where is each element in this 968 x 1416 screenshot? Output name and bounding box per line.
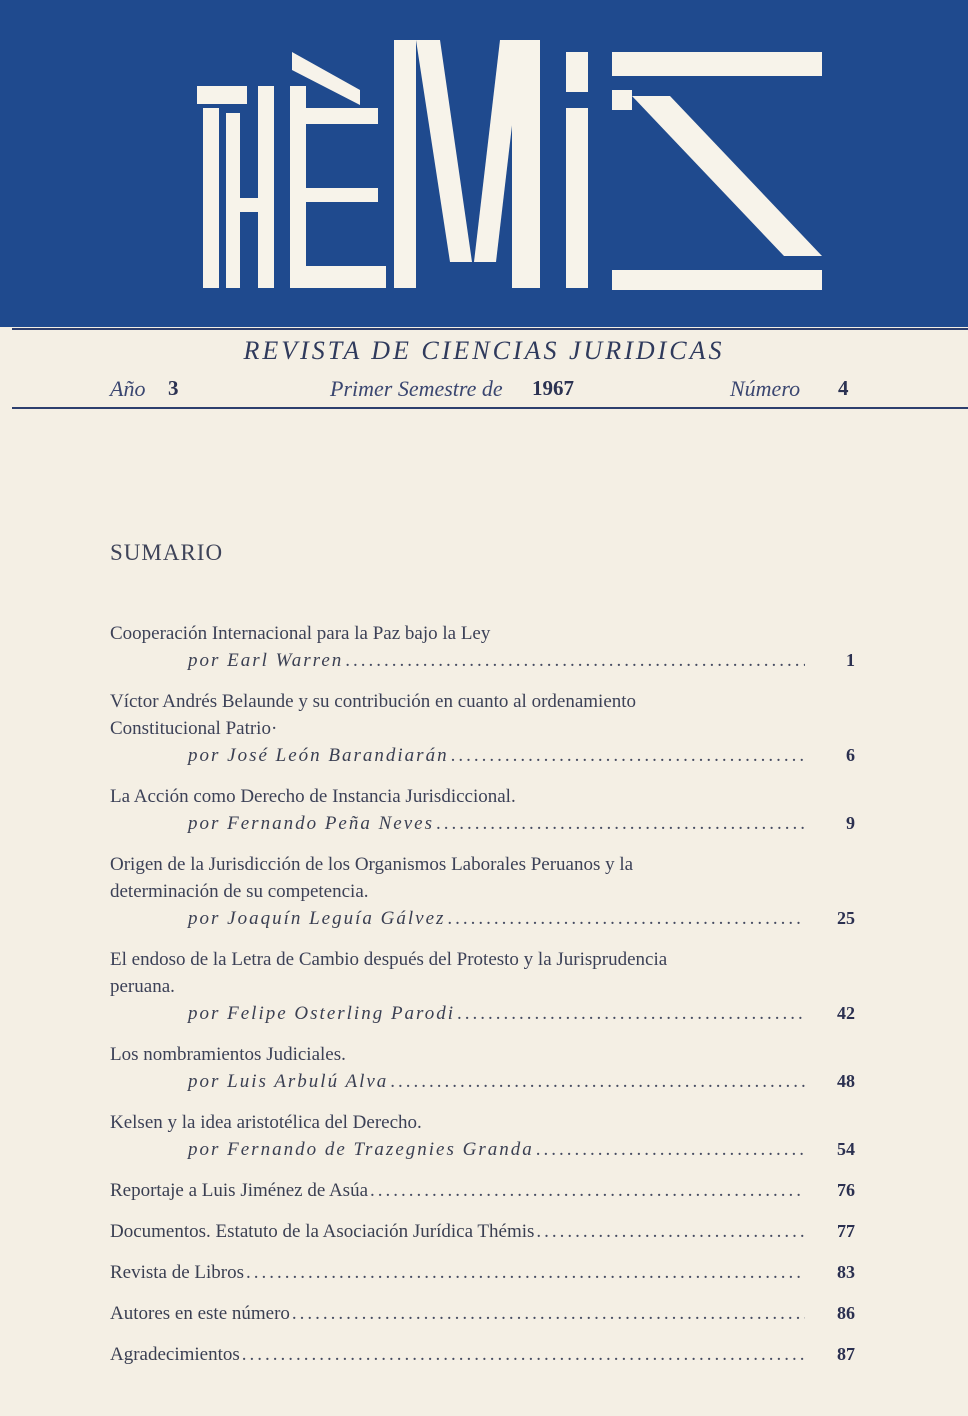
toc-entry-title-cont: peruana. xyxy=(110,976,175,997)
toc-entry-author: por Felipe Osterling Parodi xyxy=(188,1003,456,1024)
toc-entry xyxy=(110,1041,855,1095)
toc-entry-page: 48 xyxy=(837,1071,855,1091)
table-of-contents xyxy=(110,620,855,1382)
toc-entry xyxy=(110,1259,855,1286)
period-year: 1967 xyxy=(532,376,574,400)
toc-entry-page: 83 xyxy=(837,1262,855,1282)
toc-entry-author: por Fernando Peña Neves xyxy=(188,813,434,834)
toc-entry-title: Documentos. Estatuto de la Asociación Jurídica Thémis xyxy=(110,1221,535,1242)
toc-entry-title: Autores en este número xyxy=(110,1303,290,1324)
toc-entry-author: por Earl Warren xyxy=(188,650,344,671)
toc-entry xyxy=(110,946,855,1027)
toc-entry-title: Cooperación Internacional para la Paz bajo la Ley xyxy=(110,623,491,644)
toc-entry-title: Agradecimientos xyxy=(110,1344,240,1365)
bottom-rule xyxy=(12,407,968,409)
toc-entry xyxy=(110,851,855,932)
toc-entry-page: 86 xyxy=(837,1303,855,1323)
toc-entry-author: por José León Barandiarán xyxy=(188,745,449,766)
toc-entry-page: 54 xyxy=(837,1139,855,1159)
journal-subtitle: REVISTA DE CIENCIAS JURIDICAS xyxy=(243,336,725,365)
toc-entry xyxy=(110,1341,855,1368)
toc-entry xyxy=(110,1177,855,1204)
toc-entry-title-cont: determinación de su competencia. xyxy=(110,881,369,902)
toc-entry-title: Víctor Andrés Belaunde y su contribución en cuanto al ordenamiento xyxy=(110,691,637,712)
toc-entry-page: 42 xyxy=(837,1003,855,1023)
toc-entry-page: 1 xyxy=(846,650,855,670)
toc-entry-title: Reportaje a Luis Jiménez de Asúa xyxy=(110,1180,369,1201)
toc-entry-page: 77 xyxy=(837,1221,855,1241)
toc-entry-author: por Luis Arbulú Alva xyxy=(188,1071,389,1092)
period-label: Primer Semestre de xyxy=(330,376,503,401)
toc-entry xyxy=(110,620,855,674)
toc-entry-title: Kelsen y la idea aristotélica del Derecho. xyxy=(110,1112,422,1133)
toc-entry-page: 6 xyxy=(846,745,855,765)
toc-entry-page: 87 xyxy=(837,1344,855,1364)
issue-info-row xyxy=(0,372,968,406)
toc-entry-title: La Acción como Derecho de Instancia Jurisdiccional. xyxy=(110,786,516,807)
toc-entry xyxy=(110,1300,855,1327)
year-value: 3 xyxy=(168,376,179,400)
toc-entry-page: 76 xyxy=(837,1180,855,1200)
year-label: Año xyxy=(110,376,146,401)
sumario-heading: SUMARIO xyxy=(110,540,224,565)
toc-entry xyxy=(110,1109,855,1163)
toc-entry-title: Origen de la Jurisdicción de los Organismos Laborales Peruanos y la xyxy=(110,854,634,875)
toc-entry xyxy=(110,688,855,769)
toc-entry-title-cont: Constitucional Patrio· xyxy=(110,718,278,739)
number-label: Número xyxy=(730,376,801,401)
toc-entry-page: 25 xyxy=(837,908,855,928)
number-value: 4 xyxy=(838,376,849,400)
toc-entry-title: El endoso de la Letra de Cambio después del Protesto y la Jurisprudencia xyxy=(110,949,668,970)
toc-entry-author: por Fernando de Trazegnies Granda xyxy=(188,1139,534,1160)
top-rule xyxy=(12,328,968,330)
toc-entry-title: Los nombramientos Judiciales. xyxy=(110,1044,346,1065)
toc-entry-page: 9 xyxy=(846,813,855,833)
themis-logo xyxy=(0,0,968,327)
toc-entry xyxy=(110,783,855,837)
toc-entry-title: Revista de Libros xyxy=(110,1262,245,1283)
toc-entry xyxy=(110,1218,855,1245)
toc-entry-author: por Joaquín Leguía Gálvez xyxy=(188,908,446,929)
